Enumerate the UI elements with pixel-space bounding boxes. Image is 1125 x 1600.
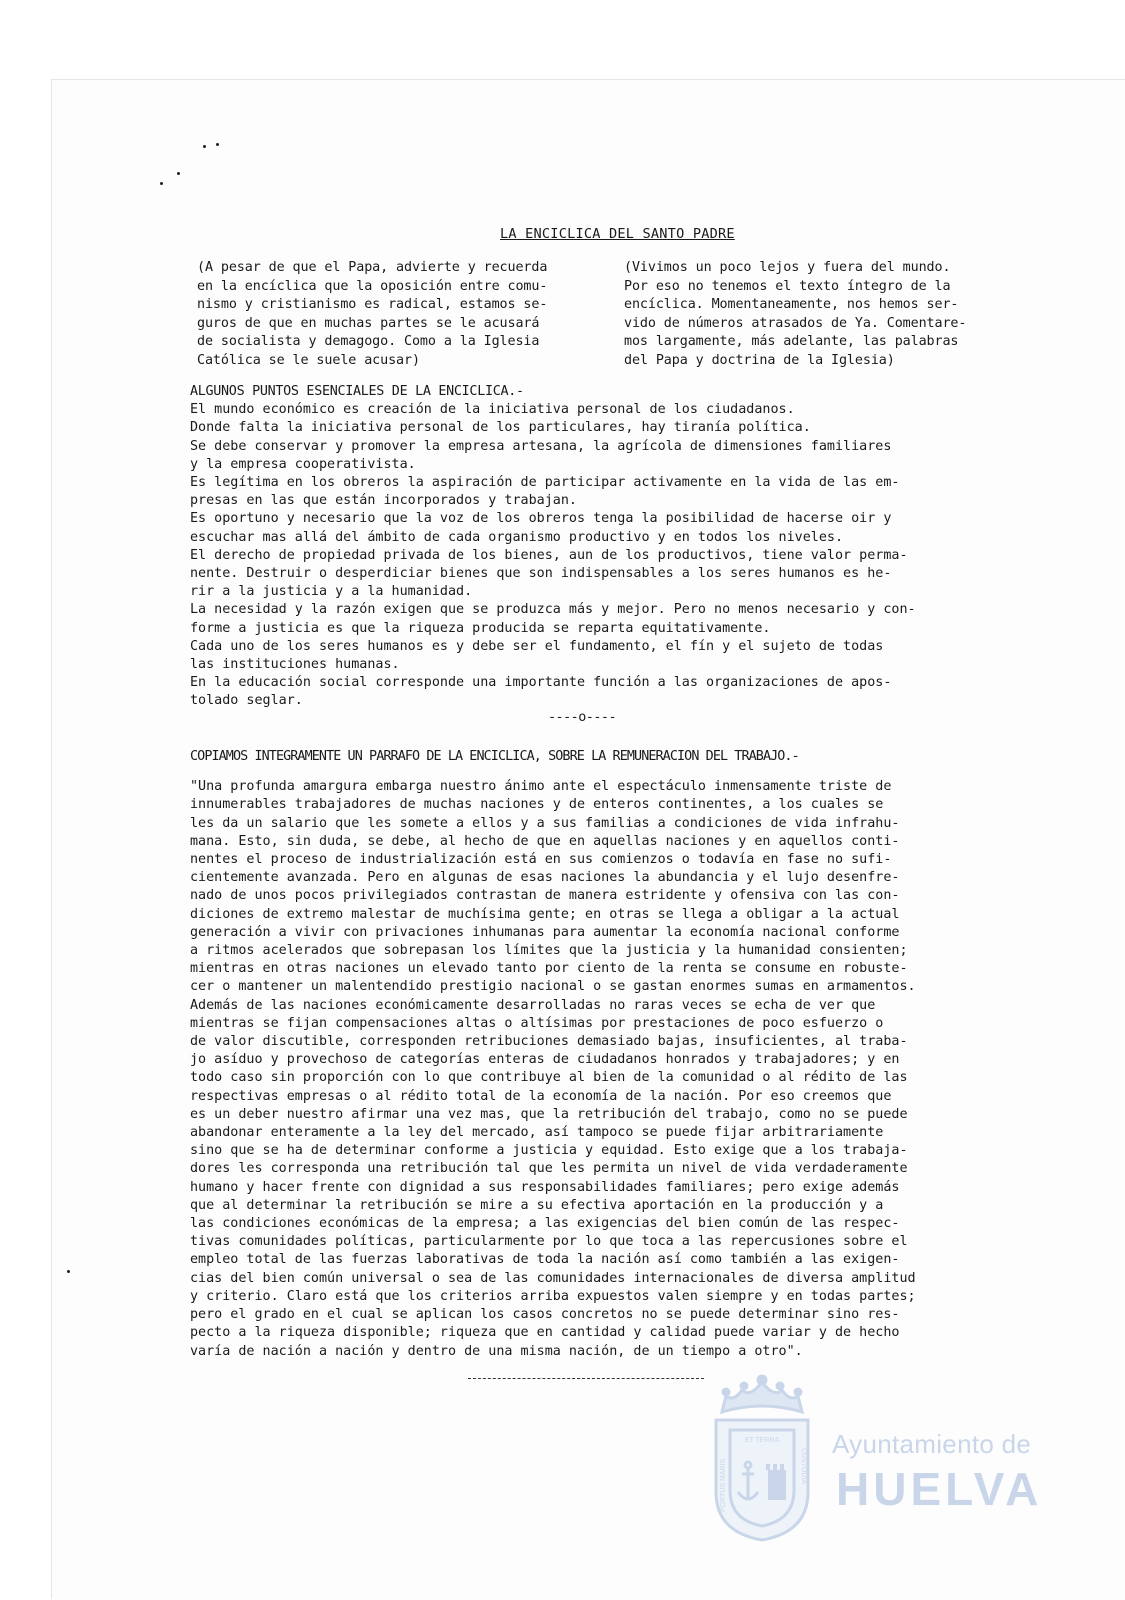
text-line: las instituciones humanas. — [190, 657, 400, 673]
text-line: humano y hacer frente con dignidad a sus responsabilidades familiares; pero exige además — [190, 1179, 900, 1195]
shield-motto-top: ET TERRA — [744, 1437, 780, 1444]
text-line: que al determinar la retribución se mire a su efectiva aportación en la producción y a — [190, 1197, 884, 1213]
text-line: dores les corresponda una retribución tal que les permita un nivel de vida verdaderamente — [190, 1161, 908, 1177]
text-line: Cada uno de los seres humanos es y debe ser el fundamento, el fín y el sujeto de todas — [190, 638, 884, 654]
text-line: El mundo económico es creación de la iniciativa personal de los ciudadanos. — [190, 402, 795, 418]
text-line: y criterio. Claro está que los criterios arriba expuestos valen siempre y en todas partes; — [190, 1288, 916, 1304]
text-line: jo asíduo y provechoso de categorías enteras de ciudadanos honrados y trabajadores; y en — [190, 1052, 900, 1068]
text-line: varía de nación a nación y dentro de una misma nación, de un tiempo a otro". — [190, 1343, 803, 1359]
text-line: de valor discutible, corresponden retribuciones demasiado bajas, insuficientes, al traba- — [190, 1034, 908, 1050]
ink-speck — [203, 145, 206, 148]
right-note-line: mos largamente, más adelante, las palabras — [624, 334, 959, 350]
ink-speck — [216, 143, 219, 146]
left-note-line: guros de que en muchas partes se le acusará — [197, 315, 540, 331]
intro-notes — [197, 259, 1009, 371]
left-note-line: nismo y cristianismo es radical, estamos se- — [197, 297, 548, 313]
right-note-line: (Vivimos un poco lejos y fuera del mundo. — [624, 260, 951, 275]
right-note — [624, 259, 1009, 371]
document-title: LA ENCICLICA DEL SANTO PADRE — [500, 226, 735, 242]
text-line: mana. Esto, sin duda, se debe, al hecho de que en aquellas naciones y en aquellos conti- — [190, 833, 900, 849]
watermark-line-2: HUELVA — [836, 1463, 1043, 1515]
left-note — [197, 259, 587, 371]
text-line: rir a la justicia y a la humanidad. — [190, 584, 473, 600]
text-line: a ritmos acelerados que sobrepasan los límites que la justicia y la humanidad consienten; — [190, 943, 908, 959]
watermark-line-1: Ayuntamiento de — [832, 1429, 1032, 1459]
section-heading: COPIAMOS INTEGRAMENTE UN PARRAFO DE LA ENCICLICA, SOBRE LA REMUNERACION DEL TRABAJO.- — [190, 749, 799, 764]
text-line: Donde falta la iniciativa personal de los particulares, hay tiranía política. — [190, 420, 811, 436]
ink-speck — [177, 172, 180, 175]
text-line: En la educación social corresponde una importante función a las organizaciones de apos- — [190, 675, 892, 691]
text-line: mientras en otras naciones un elevado tanto por ciento de la renta se consume en robuste- — [190, 961, 908, 977]
right-note-line: vido de números atrasados de Ya. Comentare- — [624, 315, 967, 331]
text-line: sino que se ha de determinar conforme a justicia y equidad. Esto exige que a los trabaja- — [190, 1143, 908, 1159]
ink-speck — [160, 182, 163, 185]
text-line: cientemente avanzada. Pero en algunas de esas naciones la abundancia y el lujo desenfre- — [190, 870, 900, 886]
text-line: El derecho de propiedad privada de los bienes, aun de los productivos, tiene valor perma- — [190, 547, 908, 563]
text-line: nado de unos pocos privilegiados contrastan de manera estridente y ofensiva con las con- — [190, 888, 900, 904]
text-line: Además de las naciones económicamente desarrolladas no raras veces se echa de ver que — [190, 997, 876, 1013]
closing-rule — [468, 1378, 704, 1379]
text-line: nentes el proceso de industrialización está en sus comienzos o todavía en fase no sufi- — [190, 852, 892, 868]
text-line: cias del bien común universal o sea de las comunidades internacionales de diversa amplitud — [190, 1270, 916, 1286]
text-line: nente. Destruir o desperdiciar bienes que son indispensables a los seres humanos es he- — [190, 566, 892, 582]
text-line: presas en las que están incorporados y trabajan. — [190, 493, 577, 509]
left-note-line: en la encíclica que la oposición entre comu- — [197, 278, 548, 294]
remuneration-section — [190, 748, 1010, 1361]
text-line: "Una profunda amargura embarga nuestro ánimo ante el espectáculo inmensamente triste de — [190, 779, 892, 795]
text-line: La necesidad y la razón exigen que se produzca más y mejor. Pero no menos necesario y con- — [190, 602, 916, 618]
text-line: Es oportuno y necesario que la voz de los obreros tenga la posibilidad de hacerse oir y — [190, 511, 892, 527]
section-heading: ALGUNOS PUNTOS ESENCIALES DE LA ENCICLICA.- — [190, 384, 524, 399]
text-line: todo caso sin proporción con lo que contribuye al bien de la comunidad o al rédito de las — [190, 1070, 908, 1086]
huelva-shield-watermark — [706, 1372, 818, 1544]
text-line: abandonar enteramente a la ley del mercado, así tampoco se puede fijar arbitrariamente — [190, 1125, 884, 1141]
ink-speck — [67, 1270, 70, 1273]
section-divider: ----o---- — [548, 710, 617, 725]
text-line: Es legítima en los obreros la aspiración de participar activamente en la vida de las em- — [190, 475, 900, 491]
text-line: respectivas empresas o al rédito total de la economía de la nación. Por eso creemos que — [190, 1088, 892, 1104]
text-line: Se debe conservar y promover la empresa artesana, la agrícola de dimensiones familiares — [190, 438, 892, 454]
text-line: las condiciones económicas de la empresa; a las exigencias del bien común de las respec- — [190, 1216, 900, 1232]
text-line: y la empresa cooperativista. — [190, 456, 416, 472]
spacer — [190, 766, 1010, 778]
text-line: diciones de extremo malestar de muchísima gente; en otras se llega a obligar a la actual — [190, 906, 900, 922]
essential-points-section — [190, 383, 1010, 711]
text-line: es un deber nuestro afirmar una vez mas, que la retribución del trabajo, como no se puede — [190, 1106, 908, 1122]
text-line: tolado seglar. — [190, 693, 303, 709]
left-note-line: de socialista y demagogo. Como a la Iglesia — [197, 334, 540, 350]
text-line: generación a vivir con privaciones inhumanas para aumentar la economía nacional conforme — [190, 924, 900, 940]
shield-motto-right: CUSTODIA — [800, 1448, 807, 1485]
shield-motto-left: PORTUS MARIS — [720, 1458, 727, 1512]
text-line: tivas comunidades políticas, particularmente por lo que toca a las repercusiones sobre el — [190, 1234, 908, 1250]
left-note-line: Católica se le suele acusar) — [197, 352, 420, 368]
text-line: les da un salario que les somete a ellos y a sus familias a condiciones de vida infrahu- — [190, 815, 900, 831]
right-note-line: Por eso no tenemos el texto íntegro de la — [624, 278, 951, 294]
text-line: mientras se fijan compensaciones altas o altísimas por prestaciones de poco esfuerzo o — [190, 1015, 884, 1031]
right-note-line: encíclica. Momentaneamente, nos hemos ser- — [624, 297, 959, 313]
text-line: innumerables trabajadores de muchas naciones y de enteros continentes, a los cuales se — [190, 797, 884, 813]
text-line: empleo total de las fuerzas laborativas de toda la nación así como también a las exigen- — [190, 1252, 900, 1268]
text-line: cer o mantener un malentendido prestigio nacional o se gastan enormes sumas en armamentos. — [190, 979, 916, 995]
text-line: pecto a la riqueza disponible; riqueza que en cantidad y calidad puede variar y de hecho — [190, 1325, 900, 1341]
right-note-line: del Papa y doctrina de la Iglesia) — [624, 352, 895, 368]
text-line: pero el grado en el cual se aplican los casos concretos no se puede determinar sino res- — [190, 1307, 900, 1323]
text-line: escuchar mas allá del ámbito de cada organismo productivo y en todos los niveles. — [190, 529, 844, 545]
text-line: forme a justicia es que la riqueza producida se reparta equitativamente. — [190, 620, 771, 636]
left-note-line: (A pesar de que el Papa, advierte y recuerda — [197, 260, 548, 275]
